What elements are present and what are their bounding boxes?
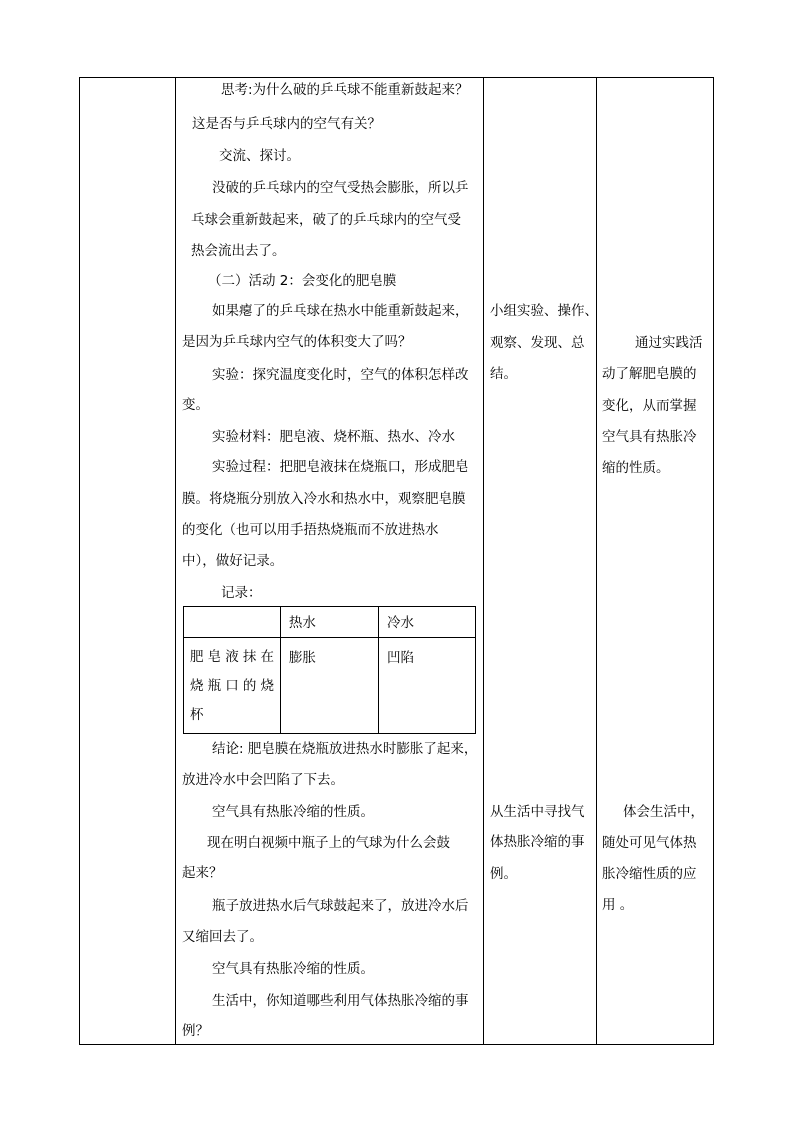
record-label: 记录： <box>221 585 262 601</box>
intent-2-line2: 随处可见气体热 <box>602 835 697 851</box>
materials-text: 实验材料：肥皂液、烧杯瓶、热水、冷水 <box>212 429 455 445</box>
record-table-header-row <box>184 607 476 638</box>
student-activity-2-line3: 例。 <box>490 866 517 882</box>
intent-1-line1: 通过实践活 <box>635 335 703 351</box>
conclusion-line1: 结论: 肥皂膜在烧瓶放进热水时膨胀了起来， <box>212 741 478 757</box>
property-statement-2: 空气具有热胀冷缩的性质。 <box>212 961 374 977</box>
row-label-line2: 烧瓶口的烧 <box>190 678 274 694</box>
video-question-line1: 现在明白视频中瓶子上的气球为什么会鼓 <box>207 835 450 851</box>
hot-water-label: 热水 <box>288 615 316 631</box>
intent-1-line3: 变化，从而掌握 <box>602 398 697 414</box>
student-activity-2-line2: 体热胀冷缩的事 <box>490 834 585 850</box>
activity2-heading: （二）活动 2：会变化的肥皂膜 <box>208 273 397 289</box>
explanation-line3: 热会流出去了。 <box>191 243 286 259</box>
cold-water-label: 冷水 <box>386 615 414 631</box>
intent-2-line3: 胀冷缩性质的应 <box>602 866 697 882</box>
life-question-line1: 生活中，你知道哪些利用气体热胀冷缩的事 <box>212 993 469 1009</box>
property-statement-1: 空气具有热胀冷缩的性质。 <box>212 804 374 820</box>
record-table-row <box>184 638 476 734</box>
student-activity-1-line1: 小组实验、操作、 <box>490 303 598 319</box>
life-question-line2: 例？ <box>182 1023 209 1039</box>
answer-line2: 又缩回去了。 <box>182 929 263 945</box>
conclusion-line2: 放进冷水中会凹陷了下去。 <box>182 772 344 788</box>
question-line1: 如果瘪了的乒乓球在热水中能重新鼓起来， <box>212 303 469 319</box>
experiment-line1: 实验：探究温度变化时，空气的体积怎样改 <box>212 367 469 383</box>
record-cold-cell <box>378 638 475 734</box>
column-divider-2 <box>483 77 484 1045</box>
column-divider-1 <box>175 77 176 1045</box>
record-table <box>183 606 476 734</box>
process-line1: 实验过程：把肥皂液抹在烧瓶口，形成肥皂 <box>212 459 469 475</box>
record-header-empty <box>184 607 281 638</box>
answer-line1: 瓶子放进热水后气球鼓起来了，放进冷水后 <box>212 898 469 914</box>
row-label-line3: 杯 <box>190 707 204 723</box>
question-line2: 是因为乒乓球内空气的体积变大了吗？ <box>182 334 412 350</box>
process-line3: 的变化（也可以用手捂热烧瓶而不放进热水 <box>182 522 439 538</box>
record-row-label <box>184 638 281 734</box>
student-activity-2-line1: 从生活中寻找气 <box>490 804 585 820</box>
intent-1-line2: 动了解肥皂膜的 <box>602 366 697 382</box>
record-header-hot <box>280 607 378 638</box>
hot-result: 膨胀 <box>288 650 316 666</box>
record-header-cold <box>378 607 475 638</box>
think-question-line1: 思考:为什么破的乒乓球不能重新鼓起来？ <box>221 82 469 98</box>
explanation-line2: 乓球会重新鼓起来，破了的乒乓球内的空气受 <box>191 212 461 228</box>
explanation-line1: 没破的乒乓球内的空气受热会膨胀，所以乒 <box>212 180 469 196</box>
video-question-line2: 起来？ <box>182 865 223 881</box>
think-question-line2: 这是否与乒乓球内的空气有关？ <box>192 116 381 132</box>
row-label-line1: 肥皂液抹在 <box>190 649 274 665</box>
intent-2-line4: 用 。 <box>602 897 634 913</box>
cold-result: 凹陷 <box>386 650 414 666</box>
experiment-line2: 变。 <box>182 397 209 413</box>
student-activity-1-line3: 结。 <box>490 366 517 382</box>
record-hot-cell <box>280 638 378 734</box>
process-line2: 膜。将烧瓶分别放入冷水和热水中，观察肥皂膜 <box>182 491 466 507</box>
intent-2-line1: 体会生活中， <box>623 804 704 820</box>
process-line4: 中），做好记录。 <box>182 553 284 569</box>
intent-1-line4: 空气具有热胀冷 <box>602 429 697 445</box>
column-divider-3 <box>596 77 597 1045</box>
discussion-text: 交流、探讨。 <box>219 148 300 164</box>
intent-1-line5: 缩的性质。 <box>602 460 670 476</box>
student-activity-1-line2: 观察、发现、总 <box>490 335 585 351</box>
